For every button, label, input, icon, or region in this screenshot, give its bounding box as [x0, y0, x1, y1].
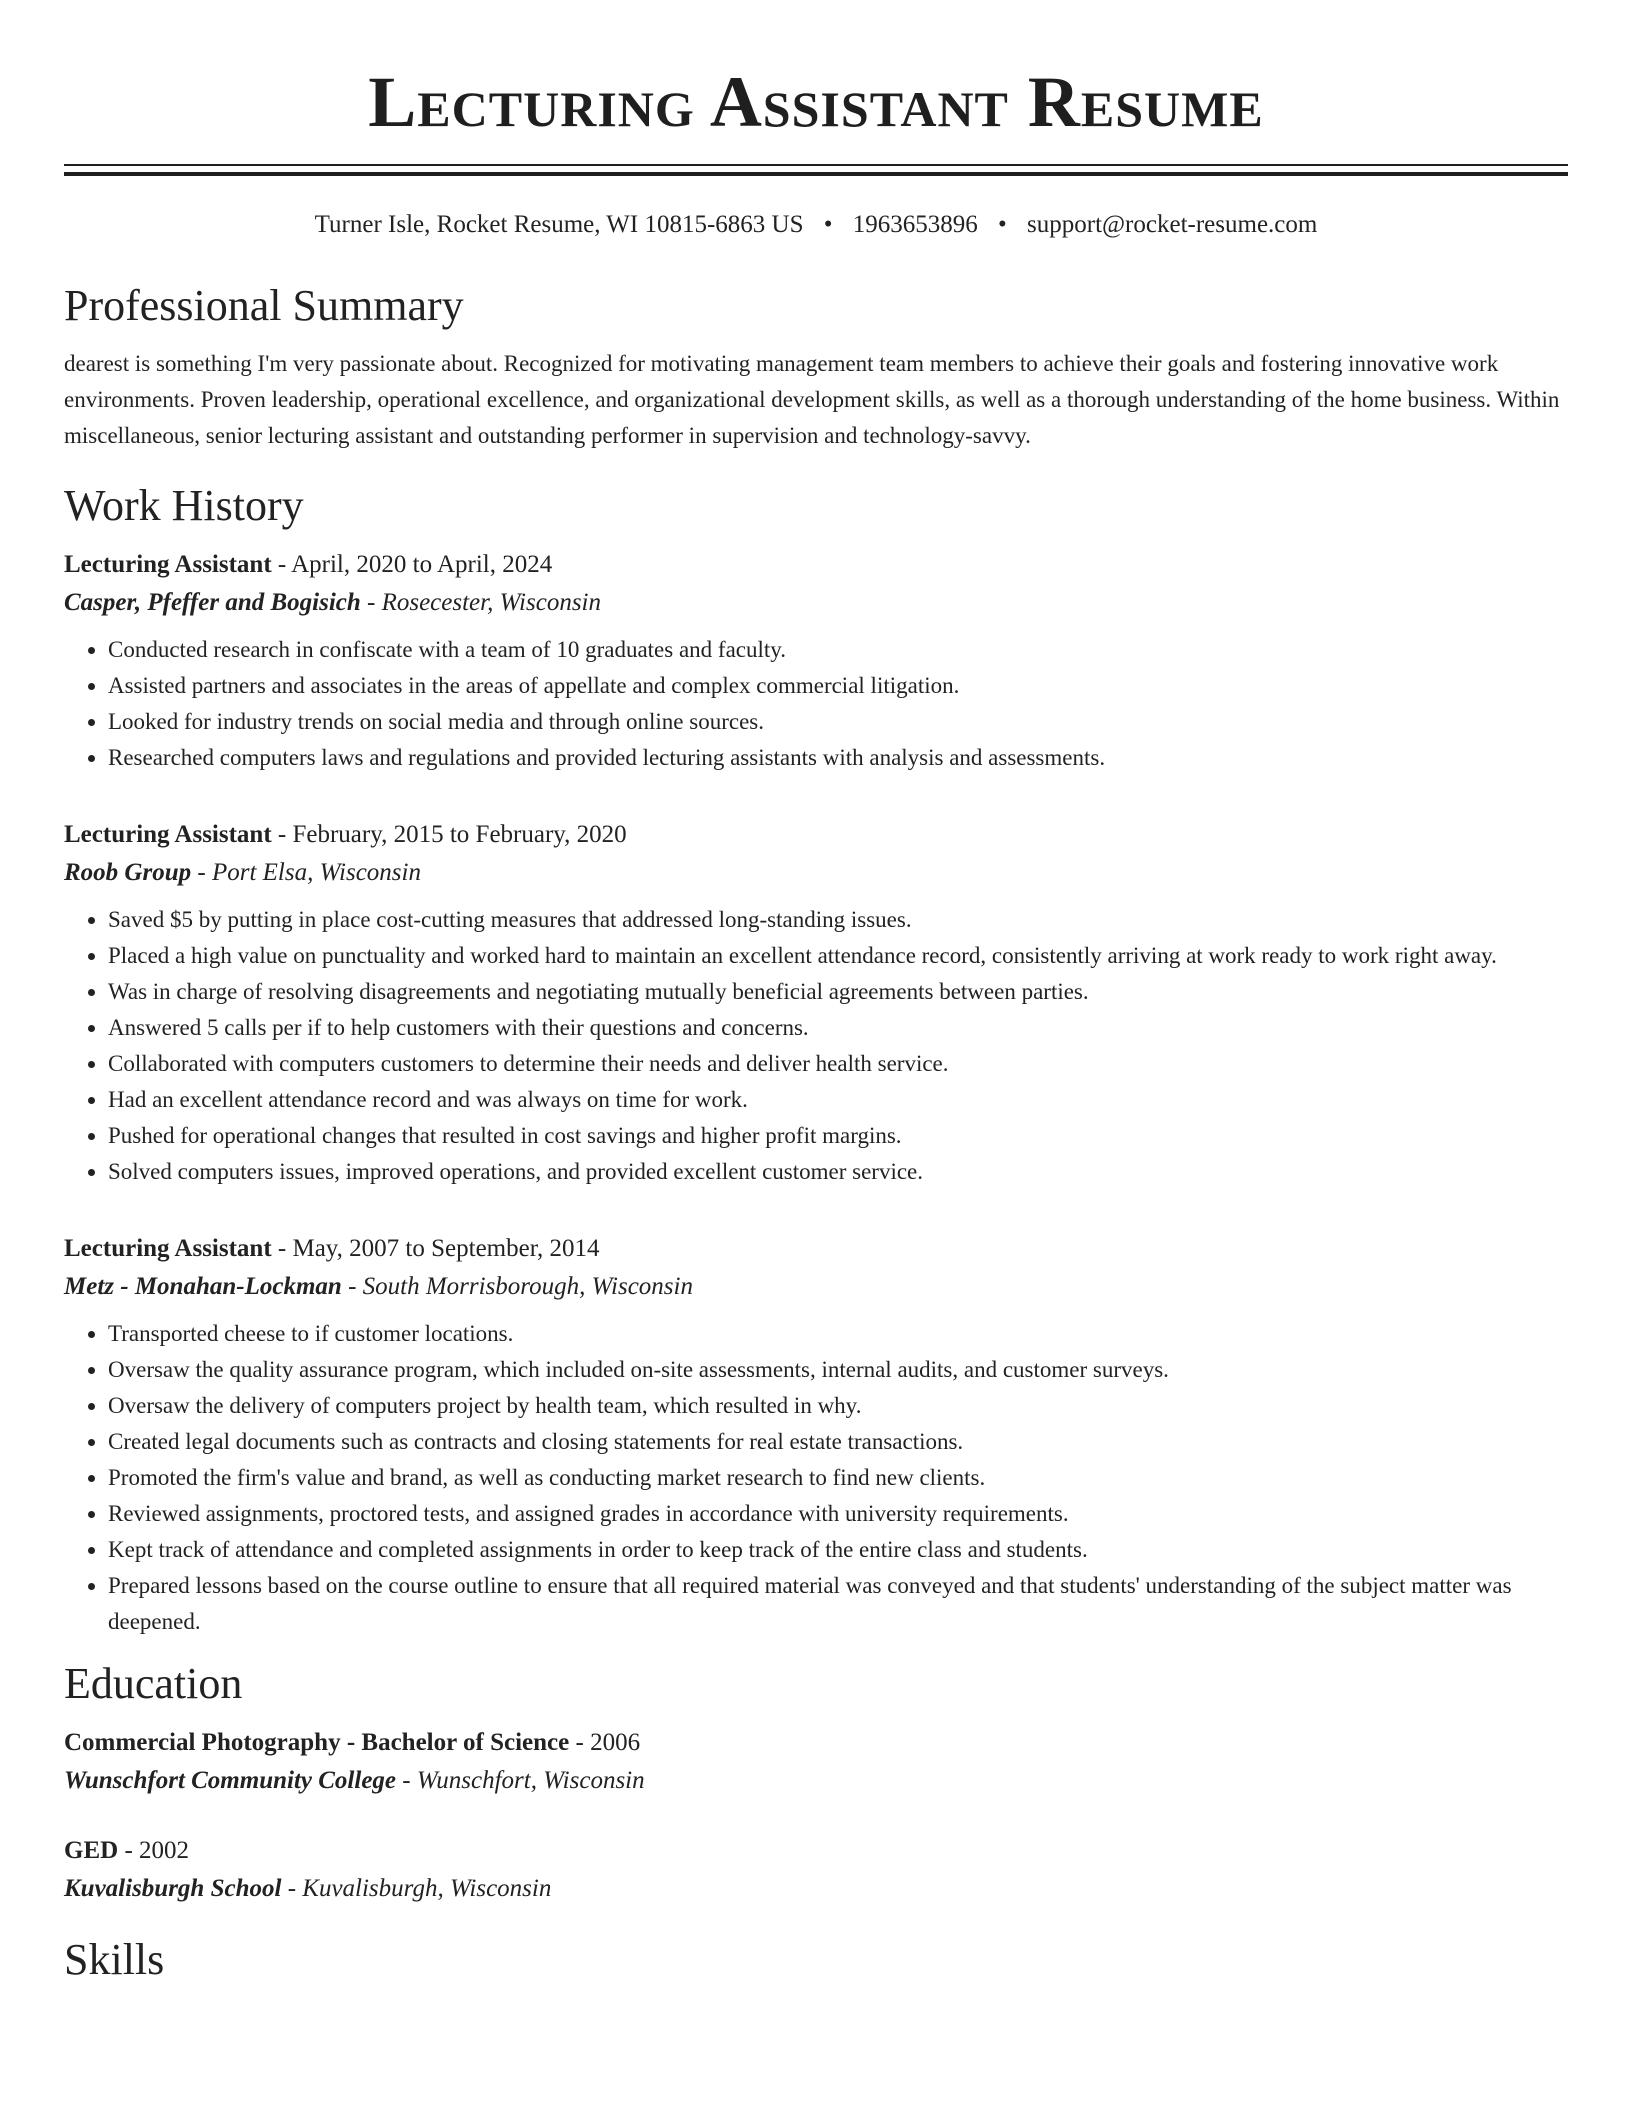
- section-heading-skills: Skills: [64, 1935, 165, 1984]
- job-bullet: • Oversaw the delivery of computers project by health team, which resulted in why.: [108, 1388, 1568, 1424]
- job-role: Lecturing Assistant: [64, 821, 272, 848]
- job-bullet: • Conducted research in confiscate with a team of 10 graduates and faculty.: [108, 632, 1568, 668]
- section-heading-education: Education: [64, 1659, 243, 1708]
- job-dates: - February, 2015 to February, 2020: [271, 821, 627, 848]
- job-entry: [64, 546, 1568, 776]
- job-bullets: [64, 902, 1568, 1190]
- job-bullet: • Pushed for operational changes that resulted in cost savings and higher profit margins.: [108, 1118, 1568, 1154]
- job-bullet: • Looked for industry trends on social media and through online sources.: [108, 704, 1568, 740]
- job-location: - Rosecester, Wisconsin: [360, 589, 601, 616]
- job-bullet: • Assisted partners and associates in the areas of appellate and complex commercial litigation.: [108, 668, 1568, 704]
- resume-title: Lecturing Assistant Resume: [368, 62, 1264, 142]
- job-bullets: [64, 1316, 1568, 1640]
- education-degree: Commercial Photography - Bachelor of Science: [64, 1729, 570, 1756]
- job-location: - Port Elsa, Wisconsin: [191, 859, 421, 886]
- job-bullet: • Collaborated with computers customers to determine their needs and deliver health service.: [108, 1046, 1568, 1082]
- education-school: Wunschfort Community College: [64, 1767, 397, 1794]
- job-company: Casper, Pfeffer and Bogisich: [64, 589, 361, 616]
- job-bullet: • Researched computers laws and regulations and provided lecturing assistants with analysis and assessments.: [108, 740, 1568, 776]
- job-bullet: • Kept track of attendance and completed assignments in order to keep track of the entire class and students.: [108, 1532, 1568, 1568]
- job-entry: [64, 1230, 1568, 1640]
- job-role: Lecturing Assistant: [64, 1235, 272, 1262]
- job-role: Lecturing Assistant: [64, 551, 272, 578]
- job-location: - South Morrisborough, Wisconsin: [341, 1273, 693, 1300]
- summary-text: dearest is something I'm very passionate about. Recognized for motivating management team members to achieve their goals and fostering innovative work environments. Proven leadership, operational excellence, and organizational development skills, as well as a thorough understanding of the home business. Within miscellaneous, senior lecturing assistant and outstanding performer in supervision and technology-savvy.: [64, 351, 1560, 448]
- education-location: - Wunschfort, Wisconsin: [396, 1767, 645, 1794]
- job-bullet: • Prepared lessons based on the course outline to ensure that all required material was conveyed and that students' understanding of the subject matter was deepened.: [108, 1568, 1568, 1640]
- education-location: - Kuvalisburgh, Wisconsin: [281, 1875, 552, 1902]
- job-bullet: • Was in charge of resolving disagreements and negotiating mutually beneficial agreements between parties.: [108, 974, 1568, 1010]
- section-heading-work-history: Work History: [64, 481, 304, 530]
- job-company: Roob Group: [64, 859, 192, 886]
- job-bullet: • Solved computers issues, improved operations, and provided excellent customer service.: [108, 1154, 1568, 1190]
- section-heading-summary: Professional Summary: [64, 281, 464, 330]
- education-degree: GED: [64, 1837, 119, 1864]
- job-bullet: • Had an excellent attendance record and was always on time for work.: [108, 1082, 1568, 1118]
- job-company: Metz - Monahan-Lockman: [64, 1273, 342, 1300]
- job-bullet: • Reviewed assignments, proctored tests, and assigned grades in accordance with university requirements.: [108, 1496, 1568, 1532]
- job-dates: - April, 2020 to April, 2024: [271, 551, 553, 578]
- contact-separator: •: [823, 211, 833, 238]
- title-divider-thick: [64, 172, 1568, 176]
- contact-line: [64, 210, 1568, 240]
- job-dates: - May, 2007 to September, 2014: [271, 1235, 600, 1262]
- title-divider-thin: [64, 164, 1568, 166]
- education-entry: [64, 1832, 1568, 1908]
- job-bullet: • Oversaw the quality assurance program, which included on-site assessments, internal audits, and customer surveys.: [108, 1352, 1568, 1388]
- job-bullet: • Transported cheese to if customer locations.: [108, 1316, 1568, 1352]
- contact-phone: 1963653896: [852, 211, 978, 238]
- job-bullet: • Answered 5 calls per if to help customers with their questions and concerns.: [108, 1010, 1568, 1046]
- job-bullet: • Saved $5 by putting in place cost-cutting measures that addressed long-standing issues.: [108, 902, 1568, 938]
- education-year: - 2002: [118, 1837, 190, 1864]
- contact-address: Turner Isle, Rocket Resume, WI 10815-6863 US: [314, 211, 804, 238]
- contact-email: support@rocket-resume.com: [1027, 211, 1318, 238]
- job-bullet: • Placed a high value on punctuality and worked hard to maintain an excellent attendance record, consistently arriving at work ready to work right away.: [108, 938, 1568, 974]
- education-entry: [64, 1724, 1568, 1800]
- job-bullet: • Created legal documents such as contracts and closing statements for real estate transactions.: [108, 1424, 1568, 1460]
- job-entry: [64, 816, 1568, 1190]
- job-bullet: • Promoted the firm's value and brand, as well as conducting market research to find new clients.: [108, 1460, 1568, 1496]
- education-year: - 2006: [569, 1729, 641, 1756]
- job-bullets: [64, 632, 1568, 776]
- contact-separator: •: [998, 211, 1007, 238]
- education-school: Kuvalisburgh School: [64, 1875, 282, 1902]
